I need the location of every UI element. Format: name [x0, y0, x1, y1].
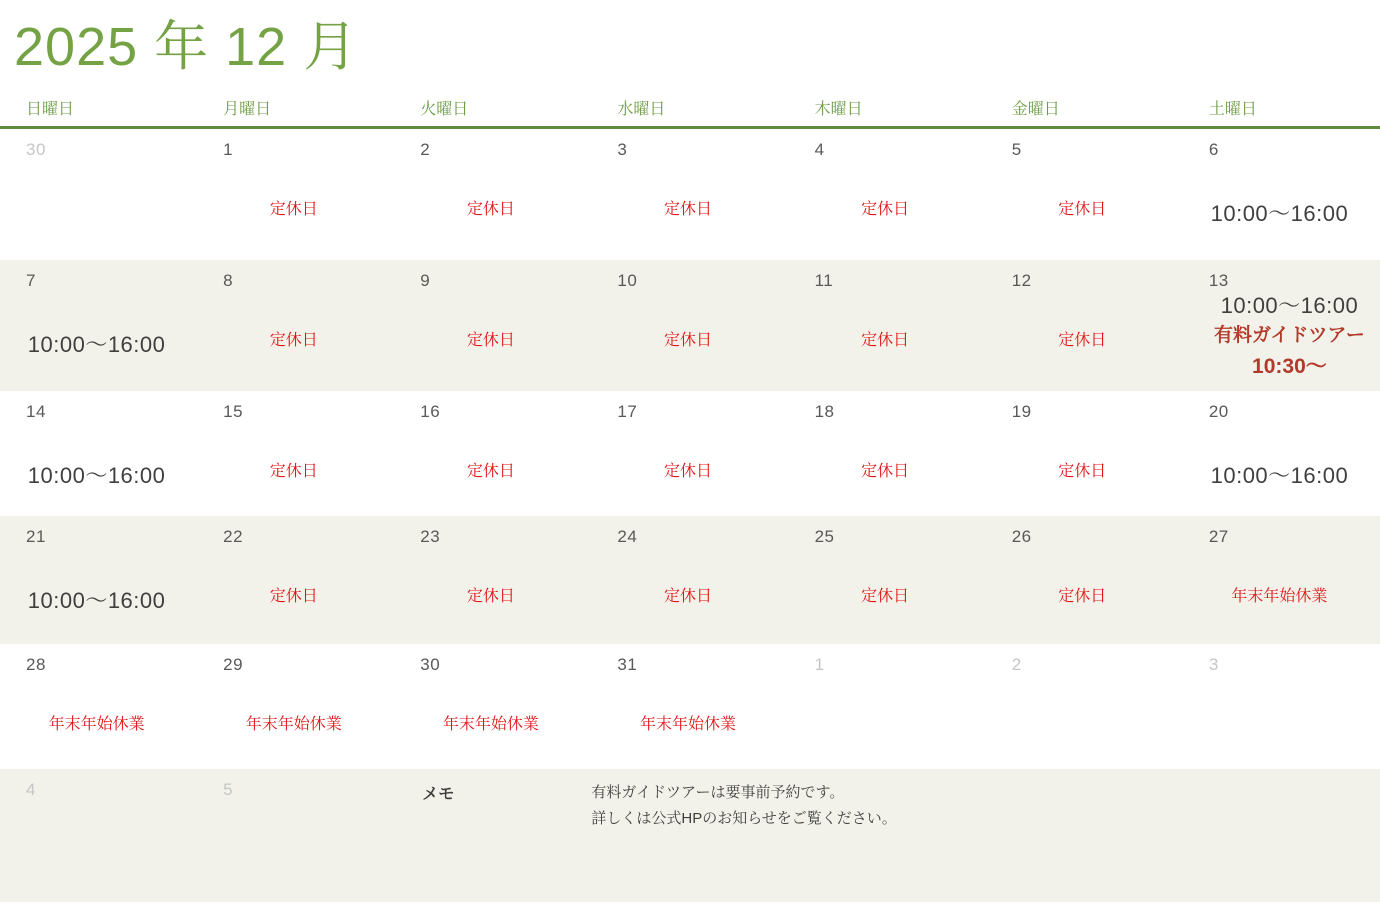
day-annotation: 年末年始休業	[442, 716, 539, 733]
day-cell	[986, 260, 1183, 391]
day-cell	[1183, 129, 1380, 260]
day-cell	[591, 391, 788, 516]
day-cell	[394, 644, 591, 769]
weekday-label: 水曜日	[617, 101, 666, 118]
week-row	[0, 260, 1380, 391]
day-cell	[986, 391, 1183, 516]
day-annotations	[793, 462, 978, 482]
day-annotation: 定休日	[861, 332, 910, 349]
calendar-page	[0, 14, 1380, 905]
day-annotations	[1187, 200, 1372, 228]
day-annotation: 定休日	[861, 588, 910, 605]
day-cell	[1183, 391, 1380, 516]
day-annotations	[398, 715, 583, 735]
day-cell	[591, 516, 788, 644]
weekday-label: 月曜日	[223, 101, 272, 118]
day-annotations	[595, 331, 780, 351]
day-cell	[197, 391, 394, 516]
day-annotation: 定休日	[466, 463, 515, 480]
day-annotation: 10:00〜16:00	[27, 332, 166, 357]
day-cell	[394, 129, 591, 260]
date-number: 18	[814, 402, 835, 421]
day-cell	[197, 260, 394, 391]
day-cell	[986, 516, 1183, 644]
day-annotation: 年末年始休業	[48, 716, 145, 733]
date-number: 5	[223, 780, 234, 799]
date-number: 14	[26, 402, 46, 421]
day-annotations	[990, 200, 1175, 220]
date-number: 3	[617, 140, 628, 159]
day-cell	[0, 516, 197, 644]
day-cell	[591, 260, 788, 391]
week-row	[0, 516, 1380, 644]
day-cell	[789, 391, 986, 516]
day-cell	[0, 129, 197, 260]
date-number: 23	[420, 527, 441, 546]
date-number: 11	[814, 271, 834, 290]
memo-note-line: 有料ガイドツアーは要事前予約です。	[591, 784, 845, 801]
day-annotations	[4, 331, 189, 359]
page-title: 2025 年 12 月	[14, 17, 359, 77]
day-cell	[789, 260, 986, 391]
day-cell	[986, 644, 1183, 769]
day-cell	[197, 769, 394, 902]
day-annotation: 定休日	[466, 201, 515, 218]
weekday-label: 金曜日	[1011, 101, 1060, 118]
date-number: 5	[1011, 140, 1022, 159]
day-cell	[1183, 516, 1380, 644]
day-annotation: 定休日	[466, 332, 515, 349]
day-annotations	[4, 462, 189, 490]
calendar-weeks	[0, 129, 1380, 769]
date-number: 4	[26, 780, 36, 799]
date-number: 19	[1011, 402, 1032, 421]
day-annotations	[793, 587, 978, 607]
day-annotations	[201, 331, 386, 351]
day-annotations	[595, 462, 780, 482]
day-annotations	[4, 587, 189, 615]
weekday-label: 日曜日	[26, 101, 75, 118]
day-annotation: 定休日	[663, 463, 712, 480]
day-annotations	[793, 331, 978, 351]
date-number: 29	[223, 655, 244, 674]
day-annotations	[1209, 292, 1370, 382]
day-annotation: 定休日	[1058, 463, 1107, 480]
day-annotations	[595, 200, 780, 220]
date-number: 21	[26, 527, 46, 546]
memo-row	[0, 769, 1380, 902]
date-number: 1	[223, 140, 234, 159]
date-number: 20	[1208, 402, 1229, 421]
day-annotation: 定休日	[1058, 201, 1107, 218]
day-annotation: 10:00〜16:00	[27, 463, 166, 488]
day-annotations	[398, 462, 583, 482]
memo-note	[591, 769, 1182, 902]
day-annotation: 定休日	[861, 463, 910, 480]
day-annotation: 10:00〜16:00	[27, 588, 166, 613]
date-number: 10	[617, 271, 638, 290]
day-annotation: 10:00〜16:00	[1210, 201, 1349, 226]
date-number: 2	[1011, 655, 1022, 674]
day-cell	[591, 129, 788, 260]
date-number: 2	[420, 140, 431, 159]
day-cell	[1183, 644, 1380, 769]
day-annotations	[990, 462, 1175, 482]
day-cell	[197, 644, 394, 769]
week-row	[0, 129, 1380, 260]
day-annotations	[398, 200, 583, 220]
day-annotation: 年末年始休業	[1231, 588, 1328, 605]
day-annotations	[201, 587, 386, 607]
weekday-label: 土曜日	[1208, 101, 1257, 118]
day-annotation: 年末年始休業	[639, 716, 736, 733]
date-number: 15	[223, 402, 244, 421]
week-row	[0, 644, 1380, 769]
date-number: 31	[617, 655, 638, 674]
day-annotation: 定休日	[663, 588, 712, 605]
day-annotations	[201, 200, 386, 220]
day-annotations	[201, 715, 386, 735]
date-number: 12	[1011, 271, 1032, 290]
date-number: 1	[814, 655, 825, 674]
day-annotations	[201, 462, 386, 482]
date-number: 27	[1208, 527, 1229, 546]
date-number: 9	[420, 271, 431, 290]
day-annotation: 定休日	[861, 201, 910, 218]
date-number: 4	[814, 140, 825, 159]
memo-label: メモ	[422, 786, 455, 803]
date-number: 3	[1208, 655, 1219, 674]
day-cell	[591, 644, 788, 769]
day-annotation: 10:00〜16:00	[1210, 463, 1349, 488]
weekday-label: 木曜日	[814, 101, 863, 118]
memo-note-line: 詳しくは公式HPのお知らせをご覧ください。	[591, 810, 897, 827]
day-annotations	[398, 331, 583, 351]
day-cell	[789, 644, 986, 769]
day-annotation: 有料ガイドツアー	[1213, 325, 1365, 346]
day-cell	[197, 516, 394, 644]
day-annotations	[990, 587, 1175, 607]
date-number: 6	[1208, 140, 1219, 159]
day-annotation: 定休日	[269, 588, 318, 605]
day-annotation: 定休日	[1058, 332, 1107, 349]
day-annotation: 定休日	[269, 463, 318, 480]
day-annotations	[398, 587, 583, 607]
date-number: 17	[617, 402, 638, 421]
date-number: 7	[26, 271, 36, 290]
weekday-label: 火曜日	[420, 101, 469, 118]
day-annotation: 定休日	[269, 332, 318, 349]
day-annotation: 定休日	[663, 332, 712, 349]
date-number: 30	[420, 655, 441, 674]
day-annotation: 定休日	[269, 201, 318, 218]
date-number: 28	[26, 655, 46, 674]
day-annotation: 10:00〜16:00	[1220, 293, 1359, 318]
day-annotation: 定休日	[663, 201, 712, 218]
date-number: 8	[223, 271, 234, 290]
day-annotation: 年末年始休業	[245, 716, 342, 733]
day-cell	[394, 516, 591, 644]
date-number: 30	[26, 140, 46, 159]
day-annotations	[595, 587, 780, 607]
day-annotations	[595, 715, 780, 735]
day-annotations	[1187, 587, 1372, 607]
day-annotations	[793, 200, 978, 220]
date-number: 22	[223, 527, 244, 546]
day-annotation: 定休日	[1058, 588, 1107, 605]
day-cell	[0, 260, 197, 391]
date-number: 13	[1208, 271, 1229, 290]
day-cell	[1183, 769, 1380, 902]
day-annotation: 定休日	[466, 588, 515, 605]
day-annotations	[990, 331, 1175, 351]
day-cell	[0, 769, 197, 902]
day-cell	[789, 129, 986, 260]
day-cell	[394, 260, 591, 391]
day-annotations	[4, 715, 189, 735]
date-number: 25	[814, 527, 835, 546]
date-number: 26	[1011, 527, 1032, 546]
day-cell	[0, 644, 197, 769]
day-cell	[789, 516, 986, 644]
day-cell	[1183, 260, 1380, 391]
day-annotations	[1187, 462, 1372, 490]
day-cell	[197, 129, 394, 260]
day-cell	[394, 391, 591, 516]
day-cell	[0, 391, 197, 516]
day-annotation: 10:30〜	[1252, 355, 1327, 378]
weekday-header	[0, 100, 1380, 129]
day-cell	[986, 129, 1183, 260]
date-number: 24	[617, 527, 638, 546]
week-row	[0, 391, 1380, 516]
date-number: 16	[420, 402, 441, 421]
